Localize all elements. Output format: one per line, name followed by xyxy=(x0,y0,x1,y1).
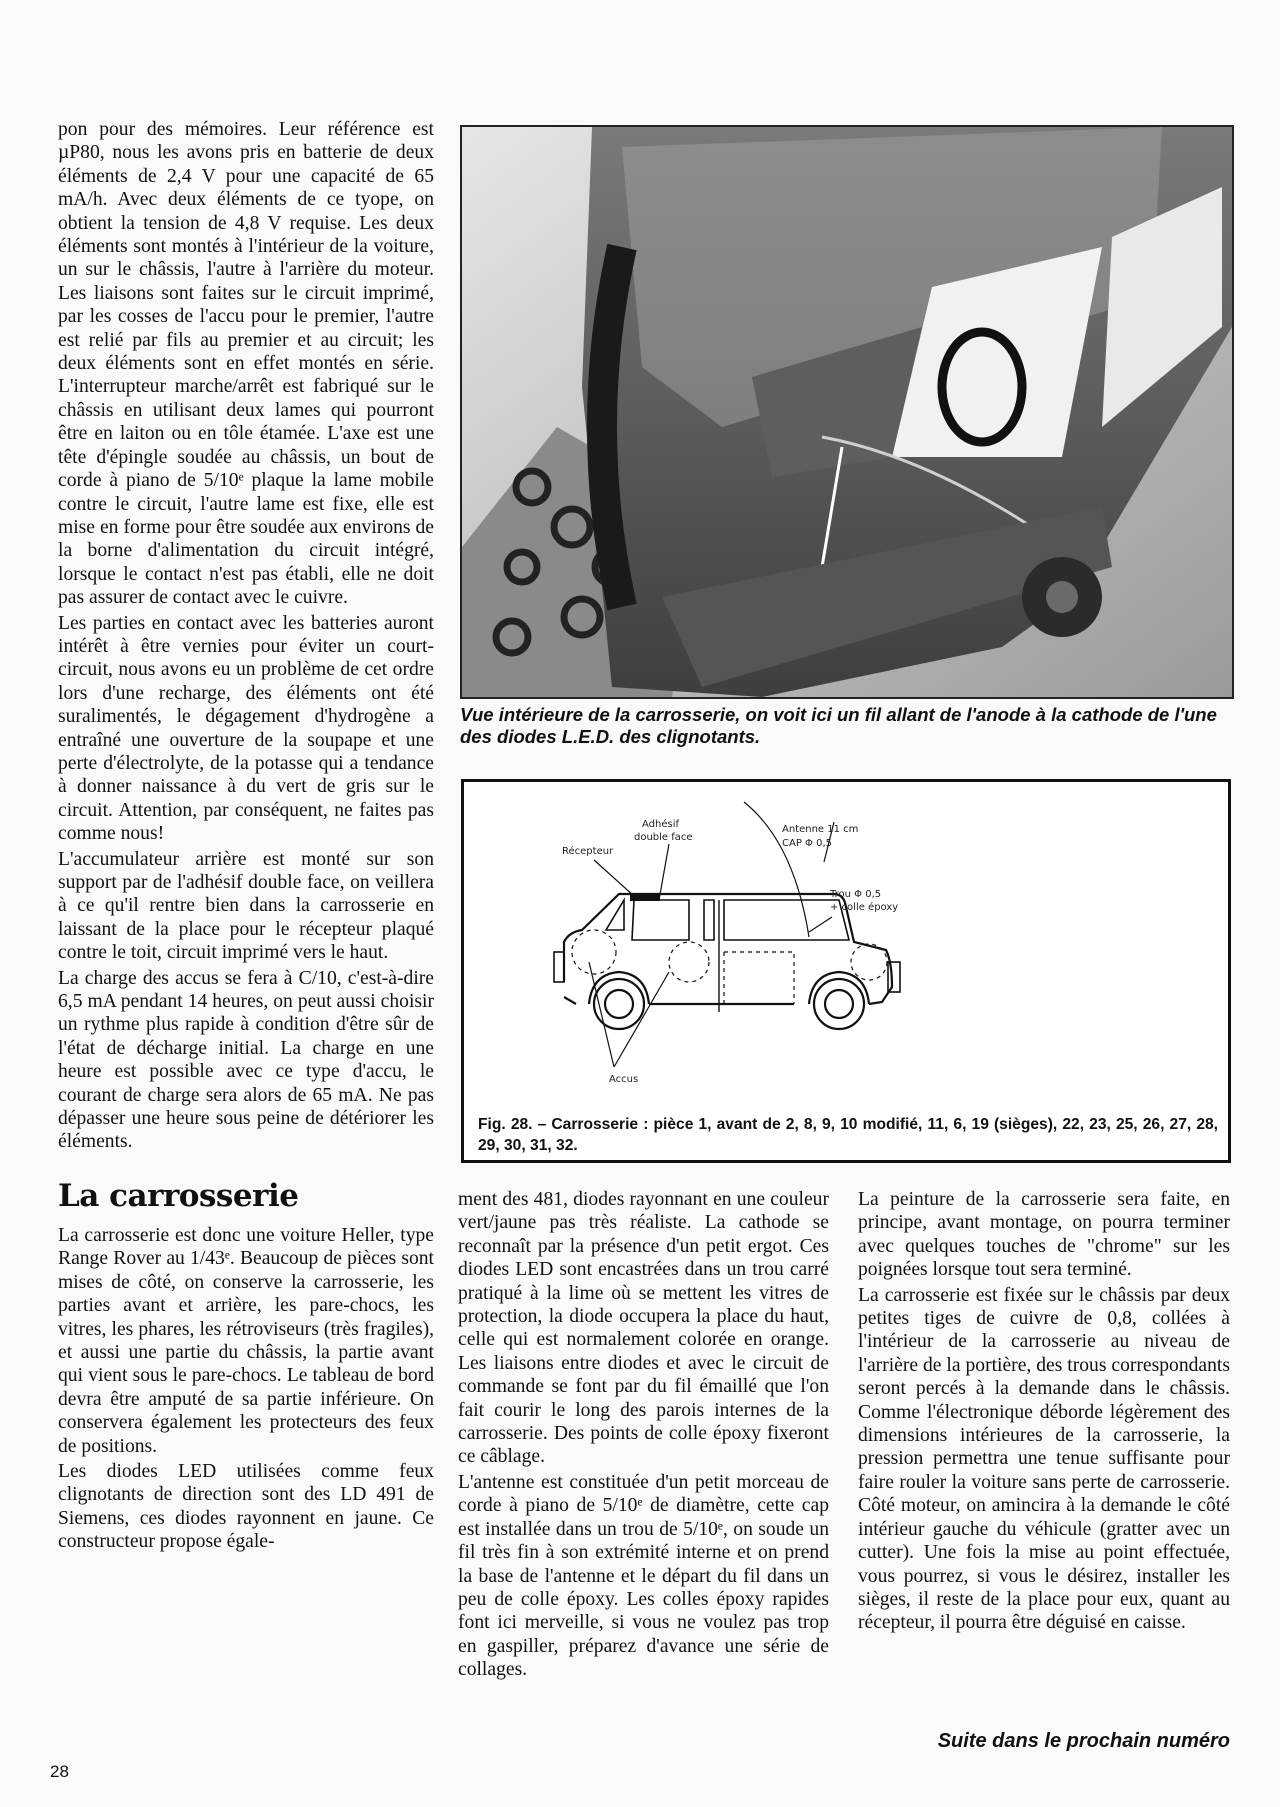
label-cap: CAP Φ 0,5 xyxy=(782,838,832,849)
paragraph: Les parties en contact avec les batteries auront intérêt à être vernies pour éviter un court-circuit, nous avons eu un problème de cet ordre lors d'une recharge, des éléments ont été suralimentés, le dégagement d'hydrogène a entraîné une ouverture de la soupape et une perte d'électrolyte, de la potasse qui a tendance à donner naissance à du vert de gris sur le circuit. Attention, par conséquent, ne faites pas comme nous! xyxy=(58,612,434,845)
paragraph: ment des 481, diodes rayonnant en une couleur vert/jaune pas très réaliste. La cathode se reconnaît par la présence d'un petit ergot. Ces diodes LED sont encastrées dans un trou carré pratiqué à la lime où se mettent les vitres de protection, la diode occupera la place du haut, celle qui est normalement colorée en orange. Les liaisons entre diodes et avec le circuit de commande se font par du fil émaillé que l'on fait courir le long des parois internes de la carrosserie. Des points de colle époxy fixeront ce câblage. xyxy=(458,1189,829,1468)
paragraph: La carrosserie est fixée sur le châssis par deux petites tiges de cuivre de 0,8, collées à l'intérieur de la carrosserie au niveau de l'arrière de la portière, des trous correspondants seront percés à la demande dans le châssis. Comme l'électronique déborde légèrement des dimensions intérieures de la carrosserie, la pression permettra une tenue suffisante pour faire rouler la voiture sans perte de carrosserie. Côté moteur, on amincira à la demande le côté intérieur gauche du véhicule (gratter avec un cutter). Une fois la mise au point effectuée, vous pourrez, si vous le désirez, installer les sièges, il reste de la place pour eux, quant au récepteur, il pourra être déguisé en caisse. xyxy=(858,1284,1230,1634)
paragraph: L'antenne est constituée d'un petit morceau de corde à piano de 5/10ᵉ de diamètre, cette cap est installée dans un trou de 5/10ᵉ, on soude un fil très fin à son extrémité interne et on prend la base de l'antenne et le départ du fil dans un peu de colle époxy. Les colles époxy rapides font ici merveille, si vous ne voulez pas trop en gaspiller, préparez d'avance une série de collages. xyxy=(458,1471,829,1681)
photo-caption: Vue intérieure de la carrosserie, on voit ici un fil allant de l'anode à la cathode de l'une des diodes L.E.D. des clignotants. xyxy=(460,704,1217,747)
label-colle-epoxy: + colle époxy xyxy=(830,902,899,913)
car-body-photo-image xyxy=(462,127,1232,697)
paragraph: La carrosserie est donc une voiture Heller, type Range Rover au 1/43ᵉ. Beaucoup de pièces sont mises de côté, on conserve la carrosserie, les parties avant et arrière, les pare-chocs, les vitres, les phares, les rétroviseurs (très fragiles), et aussi une partie du châssis, la partie avant qui vient sous le pare-chocs. Le tableau de bord devra être amputé de sa partie inférieure. On conservera également les protecteurs des feux de positions. xyxy=(58,1224,434,1457)
paragraph: pon pour des mémoires. Leur référence est µP80, nous les avons pris en batterie de deux éléments de 2,4 V pour une capacité de 65 mA/h. Avec deux éléments de ce tyope, on obtient la tension de 4,8 V requise. Les deux éléments sont montés à l'intérieur de la voiture, un sur le châssis, l'autre à l'arrière du moteur. Les liaisons sont faites sur le circuit imprimé, par les cosses de l'accu pour le premier, l'autre est relié par fils au premier et au circuit; les deux éléments sont en effet montés en série. L'interrupteur marche/arrêt est fabriqué sur le châssis en utilisant deux lames qui pourront être en laiton ou en tôle étamée. L'axe est une tête d'épingle soudée au châssis, un bout de corde à piano de 5/10ᵉ plaque la lame mobile contre le circuit, l'autre lame est fixe, elle est mise en forme pour être soudée aux environs de la borne d'alimentation du circuit intégré, lorsque le contact n'est pas établi, elle ne doit pas assurer de contact avec le cuivre. xyxy=(58,119,434,609)
car-interior-photo xyxy=(460,125,1234,699)
car-outline xyxy=(554,894,900,1029)
label-accus: Accus xyxy=(609,1074,639,1085)
continued-note: Suite dans le prochain numéro xyxy=(937,1730,1230,1752)
label-double-face: double face xyxy=(634,832,693,843)
paragraph: Les diodes LED utilisées comme feux clignotants de direction sont des LD 491 de Siemens, ces diodes rayonnent en jaune. Ce constructeur propose égale- xyxy=(58,1460,434,1553)
paragraph: La peinture de la carrosserie sera faite, en principe, avant montage, on pourra terminer avec quelques touches de "chrome" sur les poignées lorsque tout sera terminé. xyxy=(858,1189,1230,1281)
text-column-left xyxy=(58,118,434,1554)
section-heading: La carrosserie xyxy=(58,1177,299,1214)
text-column-middle xyxy=(458,1188,829,1682)
figure-caption: Fig. 28. – Carrosserie : pièce 1, avant de 2, 8, 9, 10 modifié, 11, 6, 19 (sièges), 22, 23, 25, 26, 27, 28, 29, 30, 31, 32. xyxy=(478,1116,1218,1154)
label-adhesif: Adhésif xyxy=(642,819,680,830)
label-trou: Trou Φ 0,5 xyxy=(830,889,882,900)
paragraph: La charge des accus se fera à C/10, c'est-à-dire 6,5 mA pendant 14 heures, on peut aussi choisir un rythme plus rapide à condition d'être sûr de l'état de décharge initial. La charge en une heure est possible avec ce type d'accu, le courant de charge sera alors de 65 mA. Ne pas dépasser une heure sous peine de détériorer les éléments. xyxy=(58,967,434,1153)
paragraph: L'accumulateur arrière est monté sur son support par de l'adhésif double face, on veillera à ce qu'il rentre bien dans la carrosserie en laissant de la place pour le récepteur plaqué contre le toit, circuit imprimé vers le haut. xyxy=(58,848,434,964)
text-column-right xyxy=(858,1188,1230,1635)
label-antenne: Antenne 11 cm xyxy=(782,824,859,835)
car-wiring-diagram xyxy=(464,782,1228,1112)
receiver-block xyxy=(630,895,660,901)
page-number: 28 xyxy=(50,1762,69,1781)
figure-28-box xyxy=(461,779,1231,1163)
label-recepteur: Récepteur xyxy=(562,846,614,857)
